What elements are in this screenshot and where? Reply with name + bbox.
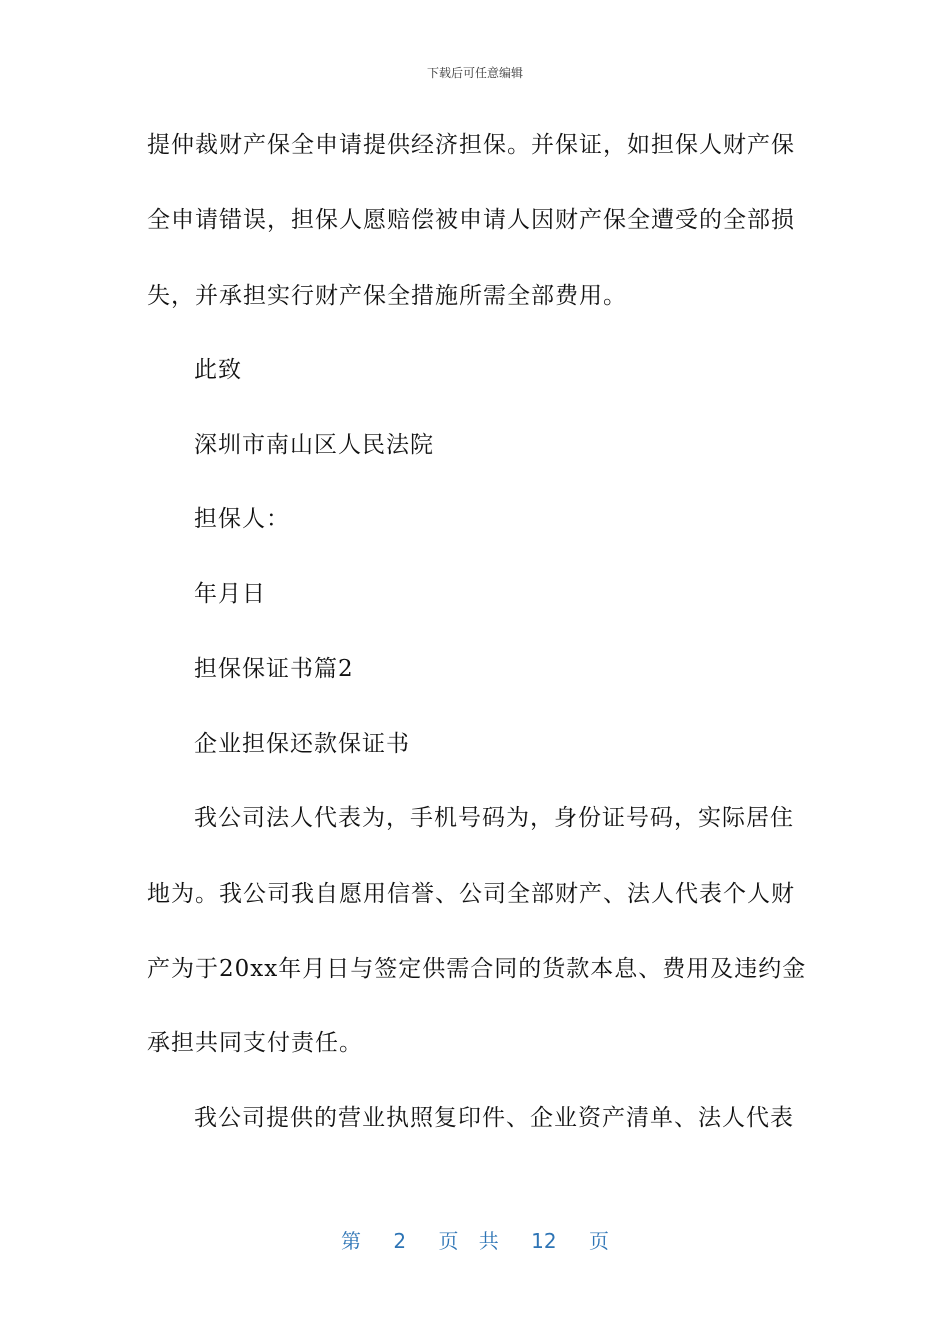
date-label: 年月日	[194, 581, 266, 607]
text-line: 地为。我公司我自愿用信誉、公司全部财产、法人代表个人财	[147, 881, 795, 907]
page-label-suffix: 页	[588, 1229, 609, 1253]
page-footer	[0, 1225, 950, 1254]
text-line: 承担共同支付责任。	[147, 1030, 363, 1056]
text-line: 失，并承担实行财产保全措施所需全部费用。	[147, 283, 627, 309]
text-line: 我公司法人代表为，手机号码为，身份证号码，实际居住	[194, 805, 794, 831]
text-line: 我公司提供的营业执照复印件、企业资产清单、法人代表	[194, 1105, 794, 1131]
section-title: 担保保证书篇2	[194, 656, 354, 682]
page-label-prefix: 第	[341, 1229, 361, 1253]
text-line: 提仲裁财产保全申请提供经济担保。并保证，如担保人财产保	[147, 132, 795, 158]
closing-salutation: 此致	[194, 357, 242, 383]
recipient-court: 深圳市南山区人民法院	[194, 432, 434, 458]
text-line: 产为于20xx年月日与签定供需合同的货款本息、费用及违约金	[147, 956, 807, 982]
current-page-number: 2	[393, 1229, 407, 1253]
document-title: 企业担保还款保证书	[194, 731, 410, 757]
guarantor-label: 担保人：	[194, 506, 290, 532]
page-header: 下载后可任意编辑	[426, 66, 523, 80]
total-page-number: 12	[531, 1229, 557, 1253]
page-label-middle: 页 共	[438, 1229, 499, 1253]
text-line: 全申请错误，担保人愿赔偿被申请人因财产保全遭受的全部损	[147, 207, 795, 233]
